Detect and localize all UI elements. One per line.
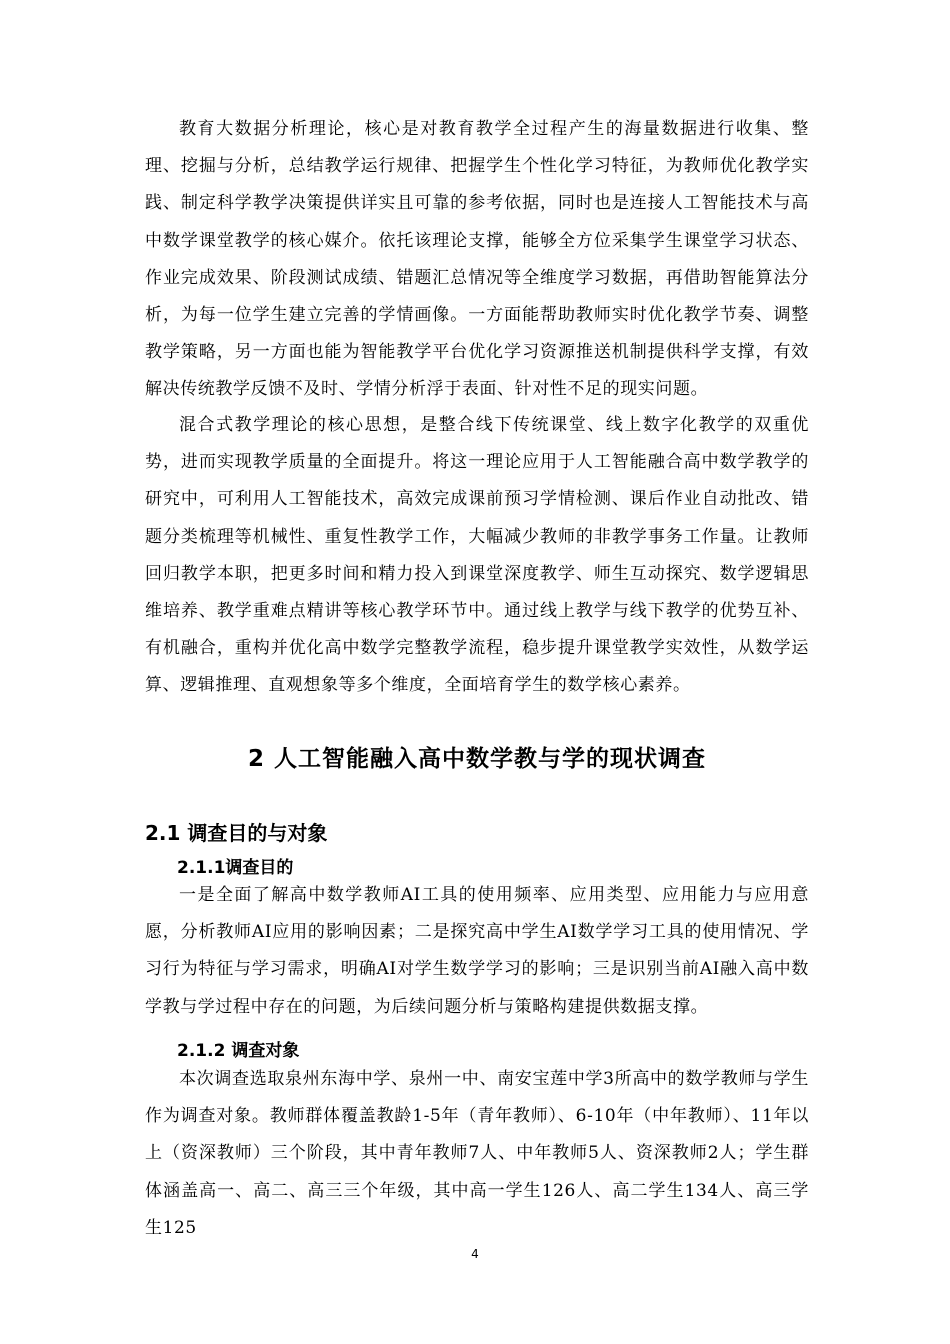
section-title: 2.1 调查目的与对象 (145, 821, 328, 845)
paragraph-survey-subjects: 本次调查选取泉州东海中学、泉州一中、南安宝莲中学3所高中的数学教师与学生作为调查对象。教师群体覆盖教龄1-5年（青年教师）、6-10年（中年教师）、11年以上（资深教师）三个阶段，其中青年教师7人、中年教师5人、资深教师2人；学生群体涵盖高一、高二、高三三个年级，其中高一学生126人、高二学生134人、高三学生125 (145, 1069, 809, 1238)
subsection-title-purpose: 2.1.1调查目的 (177, 858, 294, 878)
subsection-title-subjects: 2.1.2 调查对象 (177, 1041, 300, 1061)
paragraph-big-data-theory: 教育大数据分析理论，核心是对教育教学全过程产生的海量数据进行收集、整理、挖掘与分析，总结教学运行规律、把握学生个性化学习特征，为教师优化教学实践、制定科学教学决策提供详实且可靠的参考依据，同时也是连接人工智能技术与高中数学课堂教学的核心媒介。依托该理论支撑，能够全方位采集学生课堂学习状态、作业完成效果、阶段测试成绩、错题汇总情况等全维度学习数据，再借助智能算法分析，为每一位学生建立完善的学情画像。一方面能帮助教师实时优化教学节奏、调整教学策略，另一方面也能为智能教学平台优化学习资源推送机制提供科学支撑，有效解决传统教学反馈不及时、学情分析浮于表面、针对性不足的现实问题。 (145, 119, 809, 400)
chapter-title: 2 人工智能融入高中数学教与学的现状调查 (247, 746, 706, 772)
paragraph-blended-teaching-theory: 混合式教学理论的核心思想，是整合线下传统课堂、线上数字化教学的双重优势，进而实现教学质量的全面提升。将这一理论应用于人工智能融合高中数学教学的研究中，可利用人工智能技术，高效完成课前预习学情检测、课后作业自动批改、错题分类梳理等机械性、重复性教学工作，大幅减少教师的非教学事务工作量。让教师回归教学本职，把更多时间和精力投入到课堂深度教学、师生互动探究、数学逻辑思维培养、教学重难点精讲等核心教学环节中。通过线上教学与线下教学的优势互补、有机融合，重构并优化高中数学完整教学流程，稳步提升课堂教学实效性，从数学运算、逻辑推理、直观想象等多个维度，全面培育学生的数学核心素养。 (145, 415, 809, 696)
paragraph-survey-purpose: 一是全面了解高中数学教师AI工具的使用频率、应用类型、应用能力与应用意愿，分析教师AI应用的影响因素；二是探究高中学生AI数学学习工具的使用情况、学习行为特征与学习需求，明确AI对学生数学学习的影响；三是识别当前AI融入高中数学教与学过程中存在的问题，为后续问题分析与策略构建提供数据支撑。 (145, 885, 809, 1017)
page-number: 4 (471, 1247, 479, 1261)
